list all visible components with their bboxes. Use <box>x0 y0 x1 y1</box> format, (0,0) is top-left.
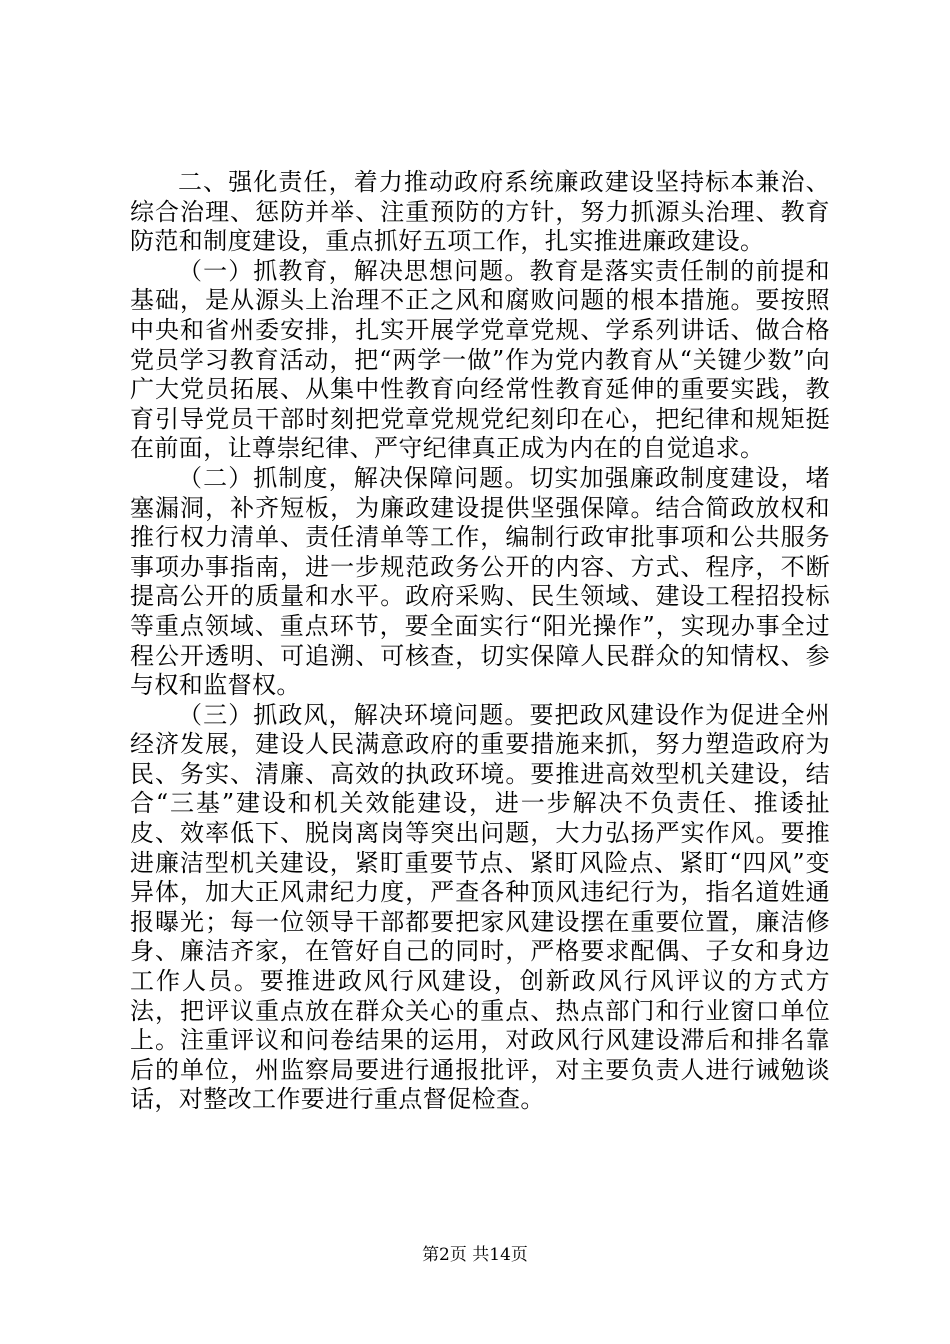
page-footer <box>0 1244 950 1266</box>
paragraph-government-style: （三）抓政风，解决环境问题。要把政风建设作为促进全州经济发展，建设人民满意政府的重要措施来抓，努力塑造政府为民、务实、清廉、高效的执政环境。要推进高效型机关建设，结合“三基”建设和机关效能建设，进一步解决不负责任、推诿扯皮、效率低下、脱岗离岗等突出问题，大力弘扬严实作风。要推进廉洁型机关建设，紧盯重要节点、紧盯风险点、紧盯“四风”变异体，加大正风肃纪力度，严查各种顶风违纪行为，指名道姓通报曝光；每一位领导干部都要把家风建设摆在重要位置，廉洁修身、廉洁齐家，在管好自己的同时，严格要求配偶、子女和身边工作人员。要推进政风行风建设，创新政风行风评议的方式方法，把评议重点放在群众关心的重点、热点部门和行业窗口单位上。注重评议和问卷结果的运用，对政风行风建设滞后和排名靠后的单位，州监察局要进行通报批评，对主要负责人进行诫勉谈话，对整改工作要进行重点督促检查。 <box>130 700 830 1114</box>
paragraph-education: （一）抓教育，解决思想问题。教育是落实责任制的前提和基础，是从源头上治理不正之风和腐败问题的根本措施。要按照中央和省州委安排，扎实开展学党章党规、学系列讲话、做合格党员学习教育活动，把“两学一做”作为党内教育从“关键少数”向广大党员拓展、从集中性教育向经常性教育延伸的重要实践，教育引导党员干部时刻把党章党规党纪刻印在心，把纪律和规矩挺在前面，让尊崇纪律、严守纪律真正成为内在的自觉追求。 <box>130 256 830 463</box>
paragraph-section-two: 二、强化责任，着力推动政府系统廉政建设坚持标本兼治、综合治理、惩防并举、注重预防的方针，努力抓源头治理、教育防范和制度建设，重点抓好五项工作，扎实推进廉政建设。 <box>130 168 830 256</box>
page-number-label: 第2页 共14页 <box>422 1245 528 1265</box>
document-body <box>130 168 830 1115</box>
paragraph-institution: （二）抓制度，解决保障问题。切实加强廉政制度建设，堵塞漏洞，补齐短板，为廉政建设提供坚强保障。结合简政放权和推行权力清单、责任清单等工作，编制行政审批事项和公共服务事项办事指南，进一步规范政务公开的内容、方式、程序，不断提高公开的质量和水平。政府采购、民生领域、建设工程招投标等重点领域、重点环节，要全面实行“阳光操作”，实现办事全过程公开透明、可追溯、可核查，切实保障人民群众的知情权、参与权和监督权。 <box>130 463 830 700</box>
